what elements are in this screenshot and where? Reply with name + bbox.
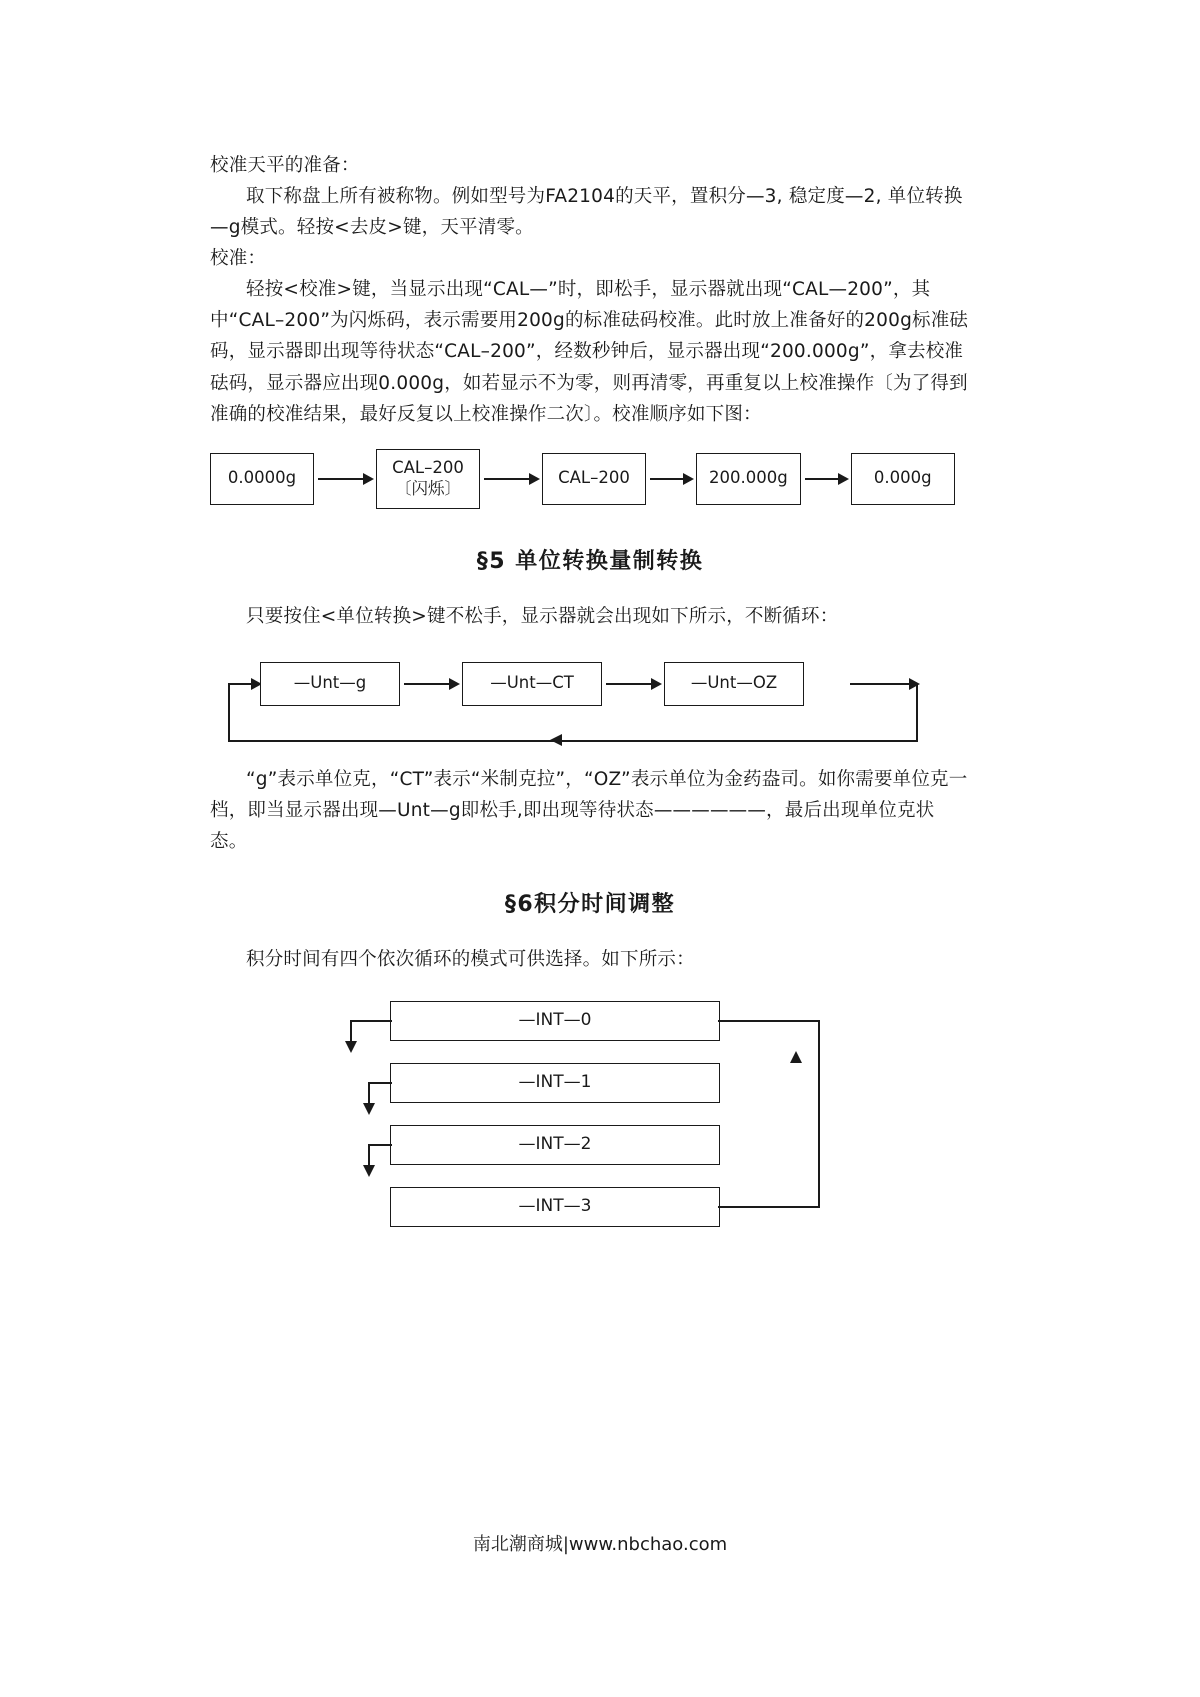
unit-cycle-row (260, 662, 804, 706)
flow-step-box (696, 453, 801, 505)
arrow-down-icon (345, 1041, 357, 1053)
flow-step-sublabel: 〔闪烁〕 (395, 478, 461, 498)
arrow-down-icon (363, 1103, 375, 1115)
connector-line (350, 1020, 352, 1042)
unit-mode-box (260, 662, 400, 706)
section-5-heading: §5 单位转换量制转换 (476, 548, 704, 574)
int-mode-box (390, 1187, 720, 1227)
section-5-explain: “g”表示单位克，“CT”表示“米制克拉”，“OZ”表示单位为金药盎司。如你需要单位克一档，即当显示器出现—Unt—g即松手,即出现等待状态——————，最后出现单位克状态。 (210, 768, 968, 852)
loop-line-bottom (228, 740, 918, 742)
int-mode-box (390, 1063, 720, 1103)
connector-line (718, 1020, 820, 1022)
int-mode-label: —INT—0 (518, 1010, 592, 1031)
connector-line (368, 1144, 392, 1146)
arrow-right-icon (801, 473, 851, 485)
unit-mode-box (462, 662, 602, 706)
page-footer: 南北潮商城|www.nbchao.com (472, 1534, 728, 1555)
flow-step-label: 0.0000g (227, 468, 297, 488)
flow-step-box (210, 453, 314, 505)
paragraph-calibration-body: 轻按<校准>键，当显示出现“CAL—”时，即松手，显示器就出现“CAL—200”，其中“CAL–200”为闪烁码，表示需要用200g的标准砝码校准。此时放上准备好的200g标准砝码，显示器即出现等待状态“CAL–200”，经数秒钟后，显示器出现“200.000g”，拿去校准砝码，显示器应出现0.000g，如若显示不为零，则再清零，再重复以上校准操作〔为了得到准确的校准结果，最好反复以上校准操作二次〕。校准顺序如下图： (210, 279, 969, 425)
section-6-heading: §6积分时间调整 (504, 892, 676, 918)
arrow-right-icon (646, 473, 696, 485)
arrow-right-icon (850, 678, 920, 690)
arrow-right-icon (602, 678, 664, 690)
arrow-right-icon (314, 473, 376, 485)
arrow-right-icon (400, 678, 462, 690)
paragraph-prep-title: 校准天平的准备： (210, 155, 360, 176)
unit-mode-label: —Unt—CT (490, 673, 574, 693)
flow-step-label: CAL–200 (392, 458, 464, 478)
unit-mode-label: —Unt—OZ (690, 673, 778, 693)
arrow-right-icon (228, 678, 262, 690)
connector-line (368, 1144, 370, 1166)
loop-line-left (228, 684, 230, 742)
flow-step-box (542, 453, 646, 505)
connector-line (350, 1020, 392, 1022)
paragraph-calibration-title: 校准： (210, 248, 267, 270)
section-6-intro: 积分时间有四个依次循环的模式可供选择。如下所示： (246, 949, 695, 971)
int-mode-box (390, 1125, 720, 1165)
flow-step-label: 0.000g (873, 468, 932, 488)
unit-cycle-diagram (220, 654, 960, 764)
connector-line (368, 1082, 392, 1084)
connector-line (368, 1082, 370, 1104)
arrow-down-icon (363, 1165, 375, 1177)
int-mode-box (390, 1001, 720, 1041)
connector-line (818, 1020, 820, 1208)
loop-arrow-left-icon (550, 734, 562, 746)
arrow-right-icon (480, 473, 542, 485)
flow-step-label: 200.000g (709, 468, 788, 488)
connector-line (718, 1206, 820, 1208)
section-5-intro: 只要按住<单位转换>键不松手，显示器就会出现如下所示，不断循环： (246, 605, 839, 627)
flow-step-box (376, 449, 480, 509)
loop-line-right (916, 684, 918, 742)
flow-step-box (851, 453, 955, 505)
int-mode-label: —INT—1 (518, 1072, 592, 1093)
document-content (210, 150, 970, 1233)
int-mode-label: —INT—2 (518, 1134, 592, 1155)
unit-mode-box (664, 662, 804, 706)
int-mode-label: —INT—3 (518, 1196, 592, 1217)
arrow-up-icon (790, 1051, 802, 1063)
calibration-flow-diagram (210, 444, 970, 514)
flow-step-label: CAL–200 (558, 468, 630, 488)
paragraph-prep-body: 取下称盘上所有被称物。例如型号为FA2104的天平，置积分—3, 稳定度—2, 单位转换—g模式。轻按<去皮>键，天平清零。 (210, 186, 963, 239)
integration-time-diagram (310, 1001, 870, 1233)
unit-mode-label: —Unt—g (293, 673, 367, 693)
